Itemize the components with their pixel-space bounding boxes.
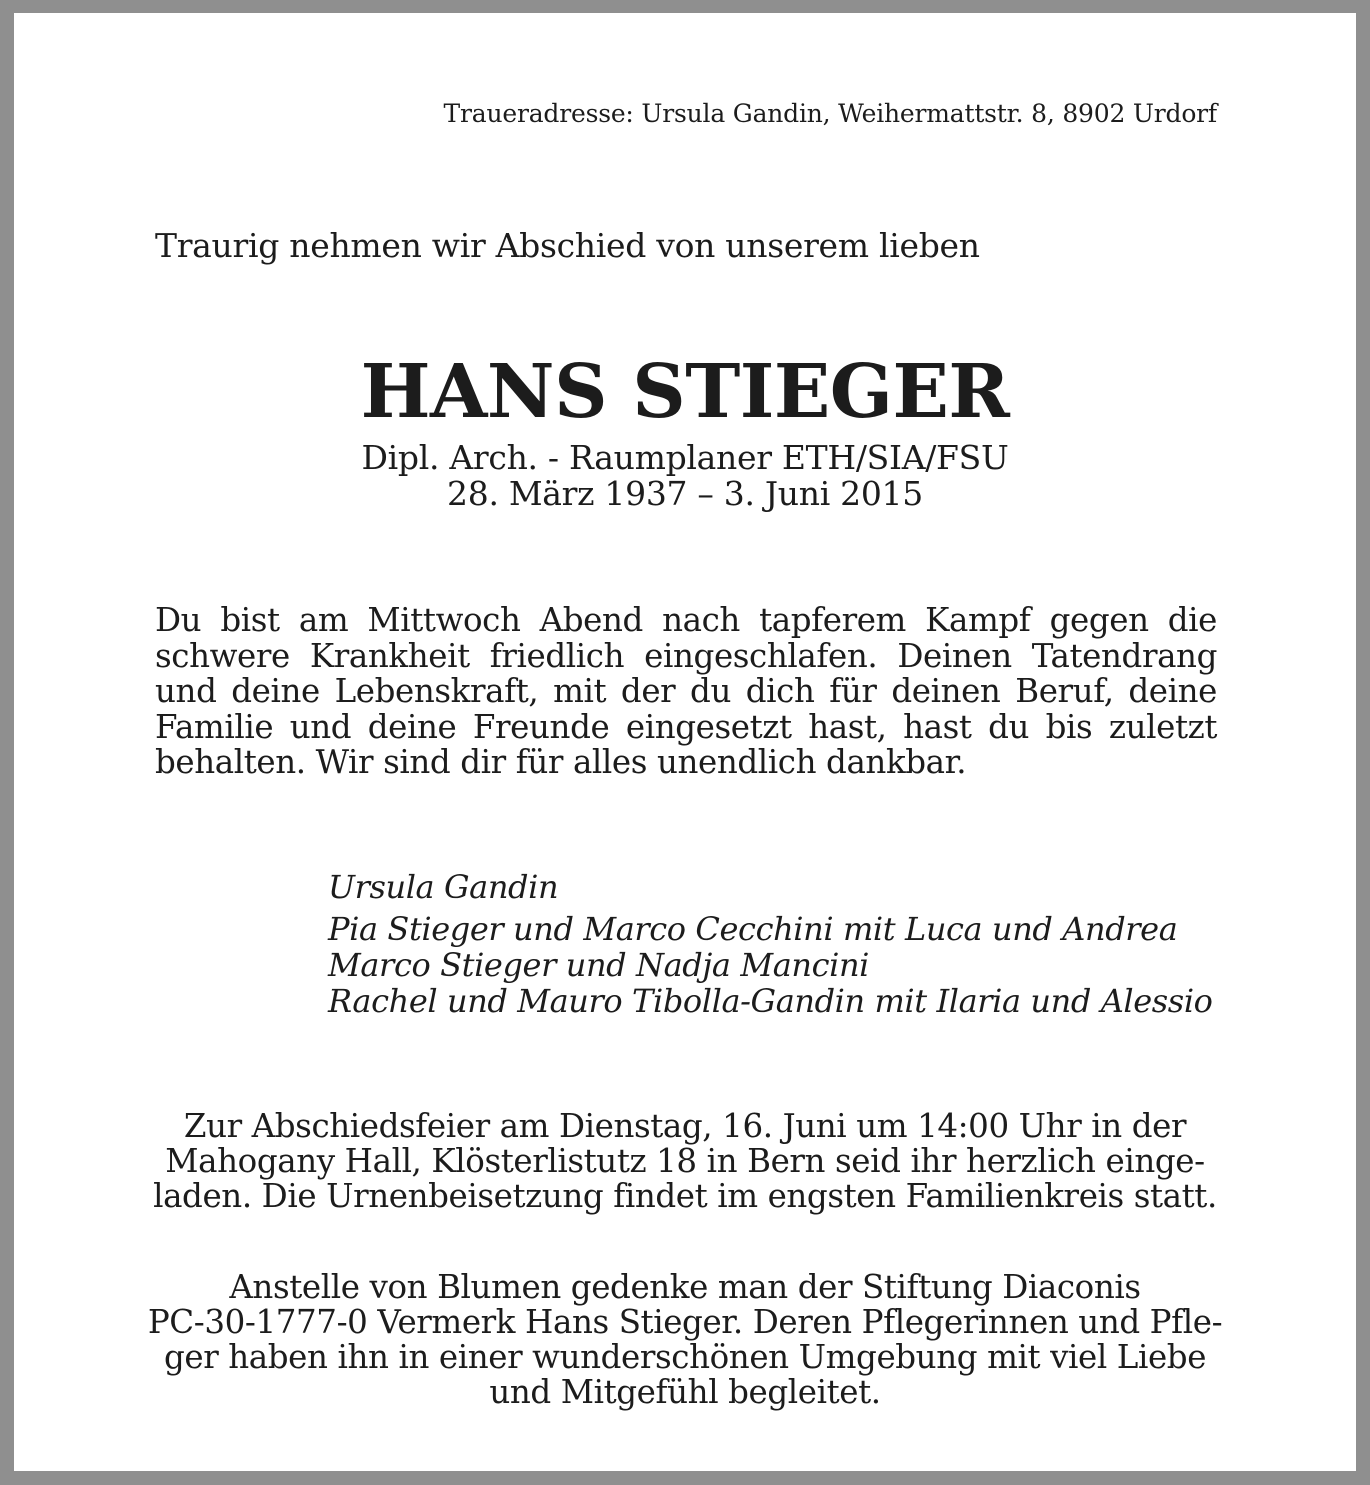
mourner-line: Pia Stieger und Marco Cecchini mit Luca und Andrea bbox=[328, 910, 1178, 948]
mourners-list bbox=[328, 869, 1213, 1019]
intro-line: Traurig nehmen wir Abschied von unserem lieben bbox=[155, 226, 980, 265]
ceremony-line: Mahogany Hall, Klösterlistutz 18 in Bern seid ihr herzlich einge- bbox=[165, 1142, 1205, 1180]
ceremony-notice bbox=[144, 1109, 1226, 1214]
donation-line: und Mitgefühl begleitet. bbox=[489, 1373, 881, 1411]
mourning-address: Traueradresse: Ursula Gandin, Weihermattstr. 8, 8902 Urdorf bbox=[443, 99, 1217, 128]
donation-line: PC-30-1777-0 Vermerk Hans Stieger. Deren Pflegerinnen und Pfle- bbox=[147, 1303, 1223, 1341]
ceremony-line: laden. Die Urnenbeisetzung findet im engsten Familienkreis statt. bbox=[153, 1177, 1217, 1215]
donation-notice bbox=[144, 1270, 1226, 1410]
mourner-line: Rachel und Mauro Tibolla-Gandin mit Ilaria und Alessio bbox=[328, 982, 1213, 1020]
ceremony-line: Zur Abschiedsfeier am Dienstag, 16. Juni um 14:00 Uhr in der bbox=[183, 1107, 1187, 1145]
obituary-page bbox=[14, 13, 1356, 1471]
donation-line: Anstelle von Blumen gedenke man der Stiftung Diaconis bbox=[229, 1268, 1141, 1306]
deceased-dates: 28. März 1937 – 3. Juni 2015 bbox=[447, 474, 923, 513]
mourner-line: Ursula Gandin bbox=[328, 868, 559, 906]
farewell-message: Du bist am Mittwoch Abend nach tapferem Kampf gegen die schwere Krankheit friedlich eingeschlafen. Deinen Tatendrang und deine Lebenskraft, mit der du dich für deinen Beruf, deine Familie und deine Freunde eingesetzt hast, hast du bis zuletzt behalten. Wir sind dir für alles unendlich dankbar. bbox=[155, 601, 1217, 781]
donation-line: ger haben ihn in einer wunderschönen Umgebung mit viel Liebe bbox=[163, 1338, 1207, 1376]
deceased-name: HANS STIEGER bbox=[360, 349, 1010, 435]
mourner-line: Marco Stieger und Nadja Mancini bbox=[328, 946, 870, 984]
deceased-profession: Dipl. Arch. - Raumplaner ETH/SIA/FSU bbox=[361, 438, 1009, 477]
